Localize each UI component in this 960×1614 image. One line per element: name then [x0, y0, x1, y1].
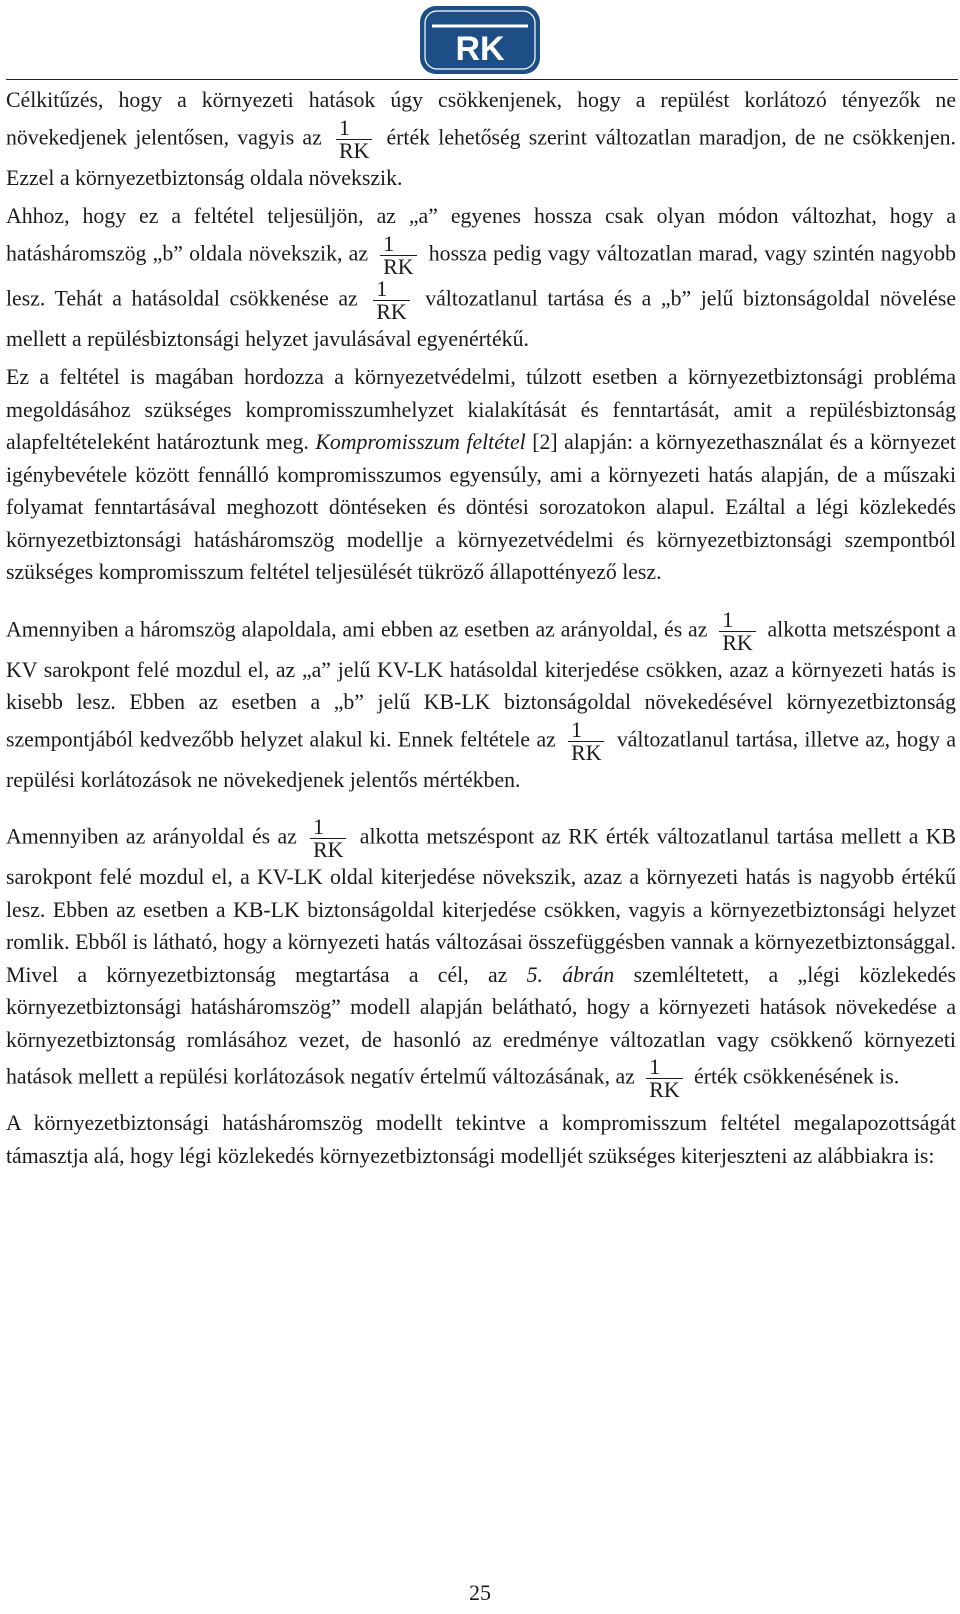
fraction-1-over-rk: $\frac{1}{RK}$ [719, 609, 755, 654]
paragraph-1 [6, 84, 956, 194]
fraction-1-over-rk: $\frac{1}{RK}$ [380, 233, 416, 278]
fraction-1-over-rk: $\frac{1}{RK}$ [373, 278, 409, 323]
document-body [6, 84, 956, 1172]
rk-logo [418, 4, 542, 76]
paragraph-text: Célkitűzés, hogy a környezeti hatások úgy csökkenjenek, hogy a repülést korlátozó tényezők ne növekedjenek jelentősen, vagyis az [6, 88, 956, 149]
paragraph-text: Ez a feltétel is magában hordozza a környezetvédelmi, túlzott esetben a környezetbiztonsági probléma megoldásához szükséges kompromisszumhelyzet kialakítását és fenntartását, amit a repülésbiztonság alapfeltételeként határoztunk meg. [6, 365, 956, 454]
paragraph-text: Ahhoz, hogy ez a feltétel teljesüljön, az „a” egyenes hossza csak olyan módon változhat, hogy a hatásháromszög „b” oldala növekszik, az [6, 204, 956, 265]
paragraph-text: alkotta metszéspont a KV sarokpont felé mozdul el, az „a” jelű KV-LK hatásoldal kiterjedése csökken, azaz a környezeti hatás is kisebb lesz. Ebben az esetben a „b” jelű KB-LK biztonságoldal növekedésével környezetbiztonság szempontjából kedvezőbb helyzet alakul ki. Ennek feltétele az [6, 617, 956, 751]
logo-text: RK [455, 30, 505, 68]
paragraph-2 [6, 200, 956, 355]
paragraph-4 [6, 609, 956, 797]
paragraph-text: A környezetbiztonsági hatásháromszög modellt tekintve a kompromisszum feltétel megalapozottságát támasztja alá, hogy légi közlekedés környezetbiztonsági modelljét szükséges kiterjeszteni az alábbiakra is: [6, 1111, 956, 1168]
paragraph-text: szemléltetett, a „légi közlekedés környezetbiztonsági hatásháromszög” modell alapján belátható, hogy a környezeti hatások növekedése a környezetbiztonság romlásához vezet, de hasonló az eredménye változatlan vagy csökkenő környezeti hatások mellett a repülési korlátozások negatív értelmű változásának, az [6, 962, 957, 1089]
paragraph-text: Amennyiben az arányoldal és az [6, 824, 297, 849]
paragraph-text: érték lehetőség szerint változatlan maradjon, de ne csökkenjen. Ezzel a környezetbiztonság oldala növekszik. [6, 125, 956, 190]
italic-term: Kompromisszum feltétel [315, 430, 526, 454]
paragraph-6 [6, 1107, 956, 1172]
fraction-1-over-rk: $\frac{1}{RK}$ [568, 719, 604, 764]
paragraph-text: Amennyiben a háromszög alapoldala, ami ebben az esetben az arányoldal, és az [6, 617, 708, 641]
header-rule [6, 79, 958, 80]
figure-reference: 5. ábrán [526, 962, 615, 987]
paragraph-3 [6, 361, 956, 589]
fraction-1-over-rk: $\frac{1}{RK}$ [646, 1056, 682, 1101]
paragraph-text: alkotta metszéspont az RK érték változatlanul tartása mellett a KB sarokpont felé mozdul el, a KV-LK oldal kiterjedése növekszik, azaz a környezeti hatás is nagyobb értékű lesz. Ebben az esetben a KB-LK biztonságoldal kiterjedése csökken, vagyis a környezetbiztonsági helyzet romlik. Ebből is látható, hogy a környezeti hatás változásai összefüggésben vannak a környezetbiztonsággal. Mivel a környezetbiztonság megtartása a cél, az [6, 824, 956, 987]
paragraph-text: érték csökkenésének is. [694, 1064, 900, 1089]
page-number: 25 [469, 1580, 491, 1605]
fraction-1-over-rk: $\frac{1}{RK}$ [336, 117, 372, 162]
paragraph-text: hossza pedig vagy változatlan marad, vagy szintén nagyobb lesz. Tehát a hatásoldal csökkenése az [6, 241, 956, 310]
paragraph-text: változatlanul tartása és a „b” jelű biztonságoldal növelése mellett a repülésbiztonsági helyzet javulásával egyenértékű. [6, 286, 957, 351]
fraction-1-over-rk: $\frac{1}{RK}$ [310, 816, 346, 861]
paragraph-5 [6, 816, 956, 1101]
paragraph-text: [2] alapján: a környezethasználat és a környezet igénybevétele között fennálló kompromisszumos egyensúly, ami a környezeti hatás alapján, de a műszaki folyamat fenntartásával meghozott döntéseken és döntési sorozatokon alapul. Ezáltal a légi közlekedés környezetbiztonsági hatásháromszög modellje a környezetvédelmi és környezetbiztonsági szempontból szükséges kompromisszum feltétel teljesülését tükröző állapottényező lesz. [6, 430, 956, 584]
paragraph-text: változatlanul tartása, illetve az, hogy a repülési korlátozások ne növekedjenek jelentős mértékben. [6, 727, 957, 792]
